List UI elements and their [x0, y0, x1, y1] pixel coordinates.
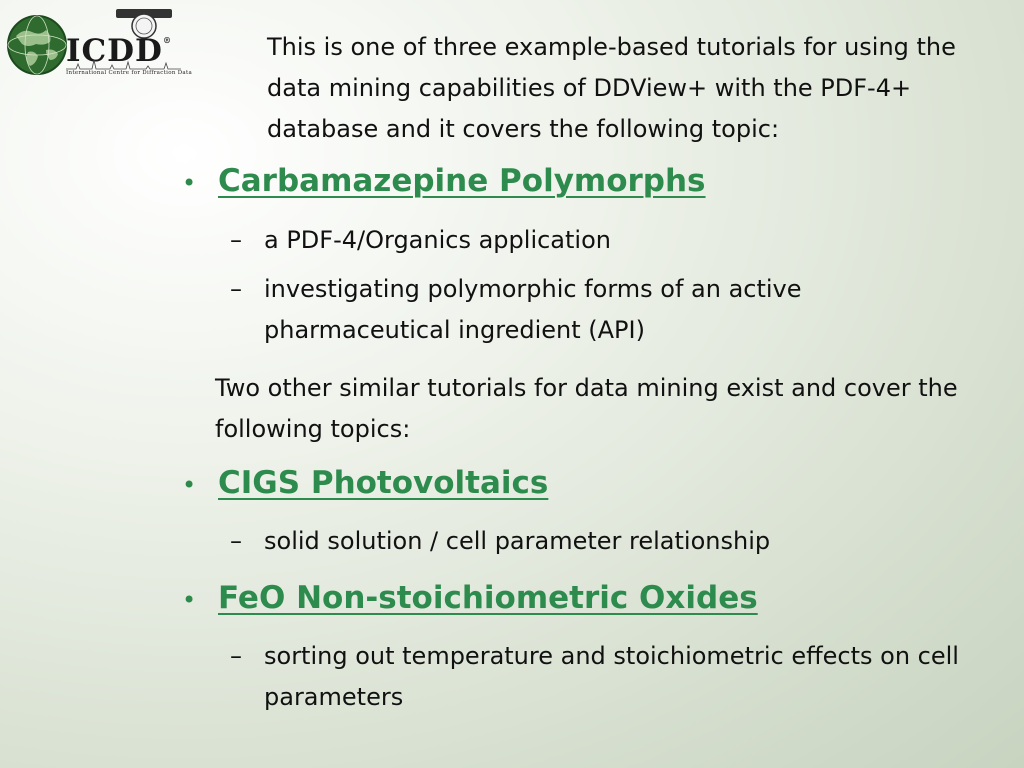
globe-icon — [6, 14, 68, 76]
sub-point — [230, 269, 924, 351]
dash-marker: – — [230, 275, 242, 303]
sub-point — [230, 636, 999, 718]
logo-subtitle: International Centre for Diffraction Data — [66, 70, 193, 76]
sub-point-text: a PDF-4/Organics application — [264, 226, 611, 254]
dash-marker: – — [230, 527, 242, 555]
logo-wordmark: ICDD® — [66, 33, 172, 69]
sub-point-text: sorting out temperature and stoichiometric effects on cell parameters — [264, 642, 959, 711]
intro-paragraph: This is one of three example-based tutorials for using the data mining capabilities of DDView+ with the PDF-4+ database and it covers the following topic: — [267, 33, 956, 143]
dash-marker: – — [230, 226, 242, 254]
bullet-marker: • — [182, 169, 197, 197]
bullet-marker: • — [182, 586, 197, 614]
feo-link[interactable]: FeO Non-stoichiometric Oxides — [218, 580, 758, 616]
icdd-logo — [6, 6, 196, 82]
diffraction-spectrum-graphic — [66, 58, 181, 70]
sub-point — [230, 521, 999, 562]
carbamazepine-link[interactable]: Carbamazepine Polymorphs — [218, 163, 706, 199]
sub-point-text: investigating polymorphic forms of an active pharmaceutical ingredient (API) — [264, 275, 802, 344]
bullet-carbamazepine — [182, 163, 706, 199]
sub-point — [230, 220, 999, 261]
bullet-marker: • — [182, 471, 197, 499]
bullet-feo — [182, 580, 758, 616]
cigs-link[interactable]: CIGS Photovoltaics — [218, 465, 549, 501]
sub-point-text: solid solution / cell parameter relationship — [264, 527, 771, 555]
bullet-cigs — [182, 465, 548, 501]
other-tutorials-note: Two other similar tutorials for data mining exist and cover the following topics: — [215, 374, 958, 443]
dash-marker: – — [230, 642, 242, 670]
